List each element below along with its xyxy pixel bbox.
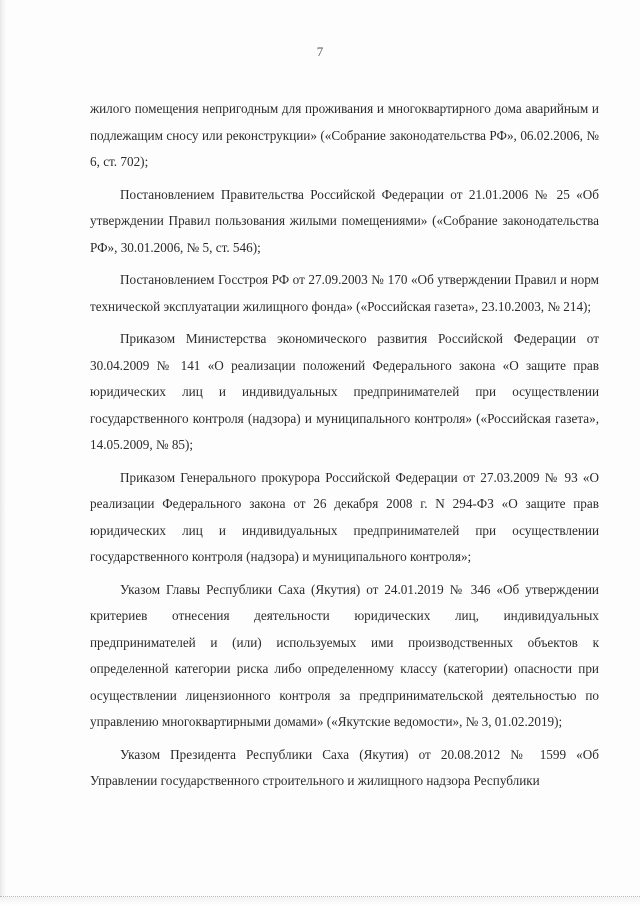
paragraph-continuation: жилого помещения непригодным для проживания и многоквартирного дома аварийным и подлежащим сносу или реконструкции» («Собрание законодательства РФ», 06.02.2006, № 6, ст. 702); <box>90 101 599 169</box>
document-body <box>90 96 599 801</box>
paragraph-gosstroy-decree-170: Постановлением Госстроя РФ от 27.09.2003 № 170 «Об утверждении Правил и норм технической эксплуатации жилищного фонда» («Российская газета», 23.10.2003, № 214); <box>90 272 599 314</box>
paragraph-order-ministry-141: Приказом Министерства экономического развития Российской Федерации от 30.04.2009 № 141 «О реализации положений Федерального закона «О защите прав юридических лиц и индивидуальных предпринимателей при осуществлении государственного контроля (надзора) и муниципального контроля» («Российская газета», 14.05.2009, № 85); <box>90 331 599 452</box>
paragraph-government-decree-25: Постановлением Правительства Российской Федерации от 21.01.2006 № 25 «Об утверждении Правил пользования жилыми помещениями» («Собрание законодательства РФ», 30.01.2006, № 5, ст. 546); <box>90 186 599 255</box>
paragraph-decree-head-346: Указом Главы Республики Саха (Якутия) от 24.01.2019 № 346 «Об утверждении критериев отнесения деятельности юридических лиц, индивидуальных предпринимателей и (или) используемых ими производственных объектов к определенной категории риска либо определенному классу (категории) опасности при осуществлении лицензионного контроля за предпринимательской деятельностью по управлению многоквартирными домами» («Якутские ведомости», № 3, 01.02.2019); <box>90 581 599 729</box>
paragraph-order-prosecutor-93: Приказом Генерального прокурора Российской Федерации от 27.03.2009 № 93 «О реализации Федерального закона от 26 декабря 2008 г. N 294-ФЗ «О защите прав юридических лиц и индивидуальных предпринимателей при осуществлении государственного контроля (надзора) и муниципального контроля»; <box>90 469 599 564</box>
paragraph-decree-president-1599: Указом Президента Республики Саха (Якутия) от 20.08.2012 № 1599 «Об Управлении государственного строительного и жилищного надзора Республики <box>90 746 599 788</box>
scan-edge-left <box>0 0 6 905</box>
page-number: 7 <box>316 44 324 59</box>
